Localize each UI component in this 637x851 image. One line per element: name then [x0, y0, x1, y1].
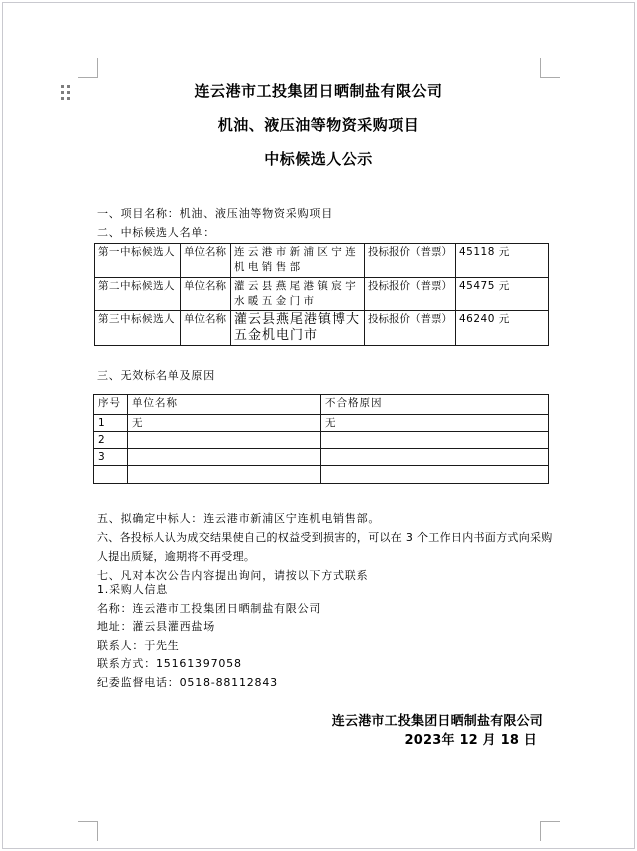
section-3-invalid-bids: 三、无效标名单及原因 [97, 369, 215, 382]
invalid-reason [321, 449, 549, 466]
buyer-address: 地址：灌云县灌西盐场 [97, 620, 215, 633]
candidates-table [94, 243, 549, 346]
candidate-rank: 第三中标候选人 [95, 311, 181, 346]
candidate-price: 45475 元 [456, 278, 549, 311]
margin-mark-bottom-left-icon [78, 821, 98, 841]
unit-name-label: 单位名称 [181, 244, 231, 278]
signature-date: 2023年 12 月 18 日 [404, 733, 537, 748]
candidate-company: 灌云县燕尾港镇宸宇水暖五金门市 [231, 278, 365, 311]
buyer-contact-person: 联系人：于先生 [97, 638, 180, 652]
table-row [95, 244, 549, 278]
section-6-objection: 六、各投标人认为成交结果使自己的权益受到损害的，可以在 3 个工作日内书面方式向采购人提出质疑，逾期将不再受理。 [97, 531, 553, 563]
column-header-reason: 不合格原因 [321, 395, 549, 415]
buyer-name: 名称：连云港市工投集团日晒制盐有限公司 [97, 601, 322, 615]
section-1-project-name: 一、项目名称：机油、液压油等物资采购项目 [97, 207, 333, 220]
table-row [94, 449, 549, 466]
column-header-index: 序号 [94, 395, 128, 415]
document-title-company: 连云港市工投集团日晒制盐有限公司 [194, 82, 443, 100]
margin-mark-top-right-icon [540, 58, 560, 78]
table-row [94, 432, 549, 449]
title-block [0, 83, 637, 185]
signature-company: 连云港市工投集团日晒制盐有限公司 [331, 714, 543, 729]
candidate-company: 灌云县燕尾港镇博大五金机电门市 [231, 311, 365, 346]
table-row [94, 415, 549, 432]
candidate-rank: 第一中标候选人 [95, 244, 181, 278]
row-index: 1 [94, 415, 128, 432]
invalid-unit [128, 449, 321, 466]
document-title-announcement: 中标候选人公示 [264, 150, 373, 168]
section-5-winner: 五、拟确定中标人：连云港市新浦区宁连机电销售部。 [97, 512, 381, 525]
buyer-info-block [97, 581, 321, 692]
signature-block [332, 712, 543, 750]
row-index: 3 [94, 449, 128, 466]
price-label: 投标报价（普票） [365, 244, 456, 278]
row-index: 2 [94, 432, 128, 449]
unit-name-label: 单位名称 [181, 278, 231, 311]
price-label: 投标报价（普票） [365, 278, 456, 311]
buyer-phone: 联系方式：15161397058 [97, 657, 242, 670]
buyer-info-heading: 1.采购人信息 [97, 583, 169, 596]
column-header-unit: 单位名称 [128, 395, 321, 415]
price-label: 投标报价（普票） [365, 311, 456, 346]
candidate-rank: 第二中标候选人 [95, 278, 181, 311]
table-header-row [94, 395, 549, 415]
invalid-reason [321, 466, 549, 484]
margin-mark-top-left-icon [78, 58, 98, 78]
row-index [94, 466, 128, 484]
candidate-price: 45118 元 [456, 244, 549, 278]
invalid-reason: 无 [321, 415, 549, 432]
unit-name-label: 单位名称 [181, 311, 231, 346]
table-row [95, 278, 549, 311]
candidate-company: 连云港市新浦区宁连机电销售部 [231, 244, 365, 278]
document-title-project: 机油、液压油等物资采购项目 [217, 116, 420, 134]
invalid-unit [128, 466, 321, 484]
candidate-price: 46240 元 [456, 311, 549, 346]
section-2-candidate-list: 二、中标候选人名单： [97, 226, 215, 239]
table-row [95, 311, 549, 346]
invalid-unit [128, 432, 321, 449]
table-row [94, 466, 549, 484]
supervision-phone: 纪委监督电话：0518-88112843 [97, 675, 278, 689]
invalid-reason [321, 432, 549, 449]
invalid-bids-table [93, 394, 549, 484]
margin-mark-bottom-right-icon [540, 821, 560, 841]
section-7-contact: 七、凡对本次公告内容提出询问，请按以下方式联系 [97, 569, 369, 582]
invalid-unit: 无 [128, 415, 321, 432]
